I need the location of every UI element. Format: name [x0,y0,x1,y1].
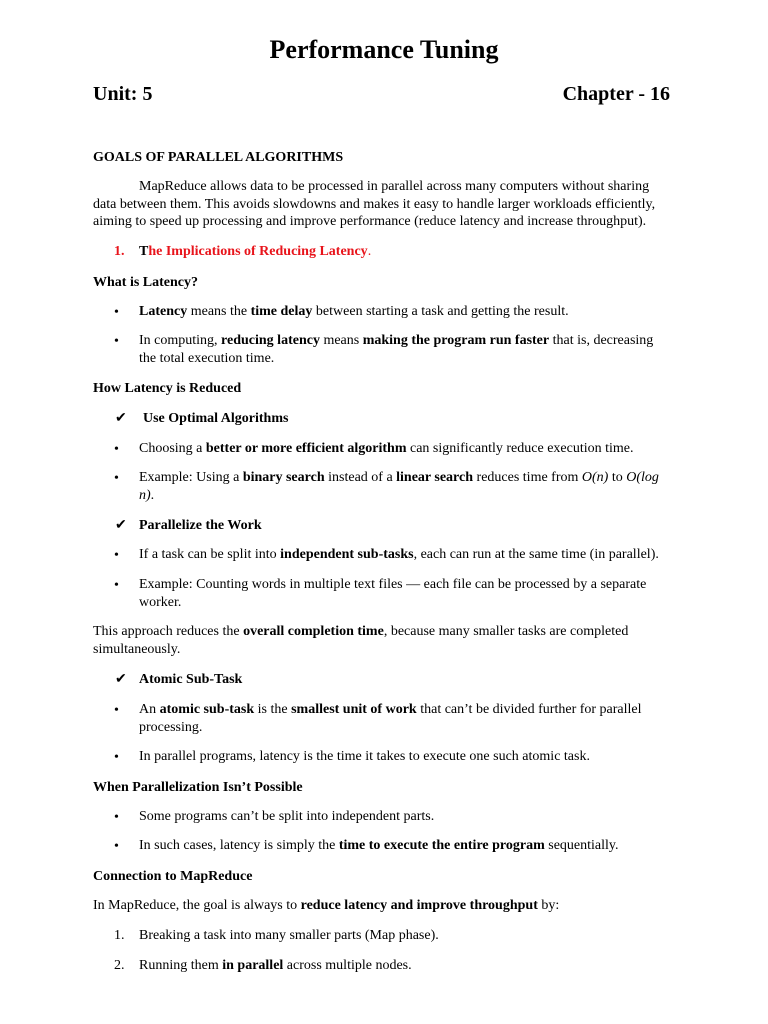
bullet-icon: • [114,442,119,457]
chapter-label: Chapter - 16 [562,83,670,105]
when-parallelization-heading: When Parallelization Isn’t Possible [93,780,303,795]
bullet-icon: • [114,703,119,718]
independent-subtasks-item: If a task can be split into independent sub-tasks, each can run at the same time (in parallel). [139,547,659,562]
bullet-icon: • [114,839,119,854]
list-number: 2. [114,958,125,973]
atomic-subtask-definition: An atomic sub-task is the smallest unit of work that can’t be divided further for parallel processing. [139,702,642,735]
checkmark-icon: ✔ [115,672,127,687]
implications-heading: The Implications of Reducing Latency. [139,244,372,259]
parallel-nodes-step: Running them in parallel across multiple nodes. [139,958,412,973]
unit-label: Unit: 5 [93,83,153,105]
binary-search-example: Example: Using a binary search instead of a linear search reduces time from O(n) to O(log n). [139,470,659,503]
checkmark-icon: ✔ [115,518,127,533]
connection-mapreduce-heading: Connection to MapReduce [93,869,253,884]
bullet-icon: • [114,578,119,593]
approach-paragraph: This approach reduces the overall completion time, because many smaller tasks are completed simultaneously. [93,624,629,657]
list-number-1: 1. [114,244,125,259]
word-count-example: Example: Counting words in multiple text files — each file can be processed by a separate worker. [139,577,647,610]
intro-paragraph: MapReduce allows data to be processed in parallel across many computers without sharing data between them. This avoids slowdowns and makes it easy to handle larger workloads efficiently, aiming to speed up processing and improve performance (reduce latency and increase throughput). [93,179,656,229]
cannot-split-item: Some programs can’t be split into independent parts. [139,809,435,824]
map-phase-step: Breaking a task into many smaller parts (Map phase). [139,928,439,943]
bullet-icon: • [114,548,119,563]
section-heading-goals: GOALS OF PARALLEL ALGORITHMS [93,150,344,165]
sequential-latency-item: In such cases, latency is simply the time to execute the entire program sequentially. [139,838,619,853]
bullet-icon: • [114,305,119,320]
efficient-algorithm-item: Choosing a better or more efficient algorithm can significantly reduce execution time. [139,441,634,456]
bullet-icon: • [114,334,119,349]
bullet-icon: • [114,750,119,765]
optimal-algorithms-heading: Use Optimal Algorithms [143,411,289,426]
reducing-latency-item: In computing, reducing latency means making the program run faster that is, decreasing the total execution time. [139,333,654,366]
what-is-latency-heading: What is Latency? [93,275,198,290]
bullet-icon: • [114,471,119,486]
atomic-subtask-heading: Atomic Sub-Task [139,672,243,687]
how-latency-reduced-heading: How Latency is Reduced [93,381,242,396]
parallelize-work-heading: Parallelize the Work [139,518,262,533]
list-number: 1. [114,928,125,943]
atomic-task-latency-item: In parallel programs, latency is the time it takes to execute one such atomic task. [139,749,590,764]
page-title: Performance Tuning [269,35,499,64]
mapreduce-goal-paragraph: In MapReduce, the goal is always to reduce latency and improve throughput by: [93,898,560,913]
bullet-icon: • [114,810,119,825]
checkmark-icon: ✔ [115,411,127,426]
latency-definition: Latency means the time delay between starting a task and getting the result. [139,304,569,319]
